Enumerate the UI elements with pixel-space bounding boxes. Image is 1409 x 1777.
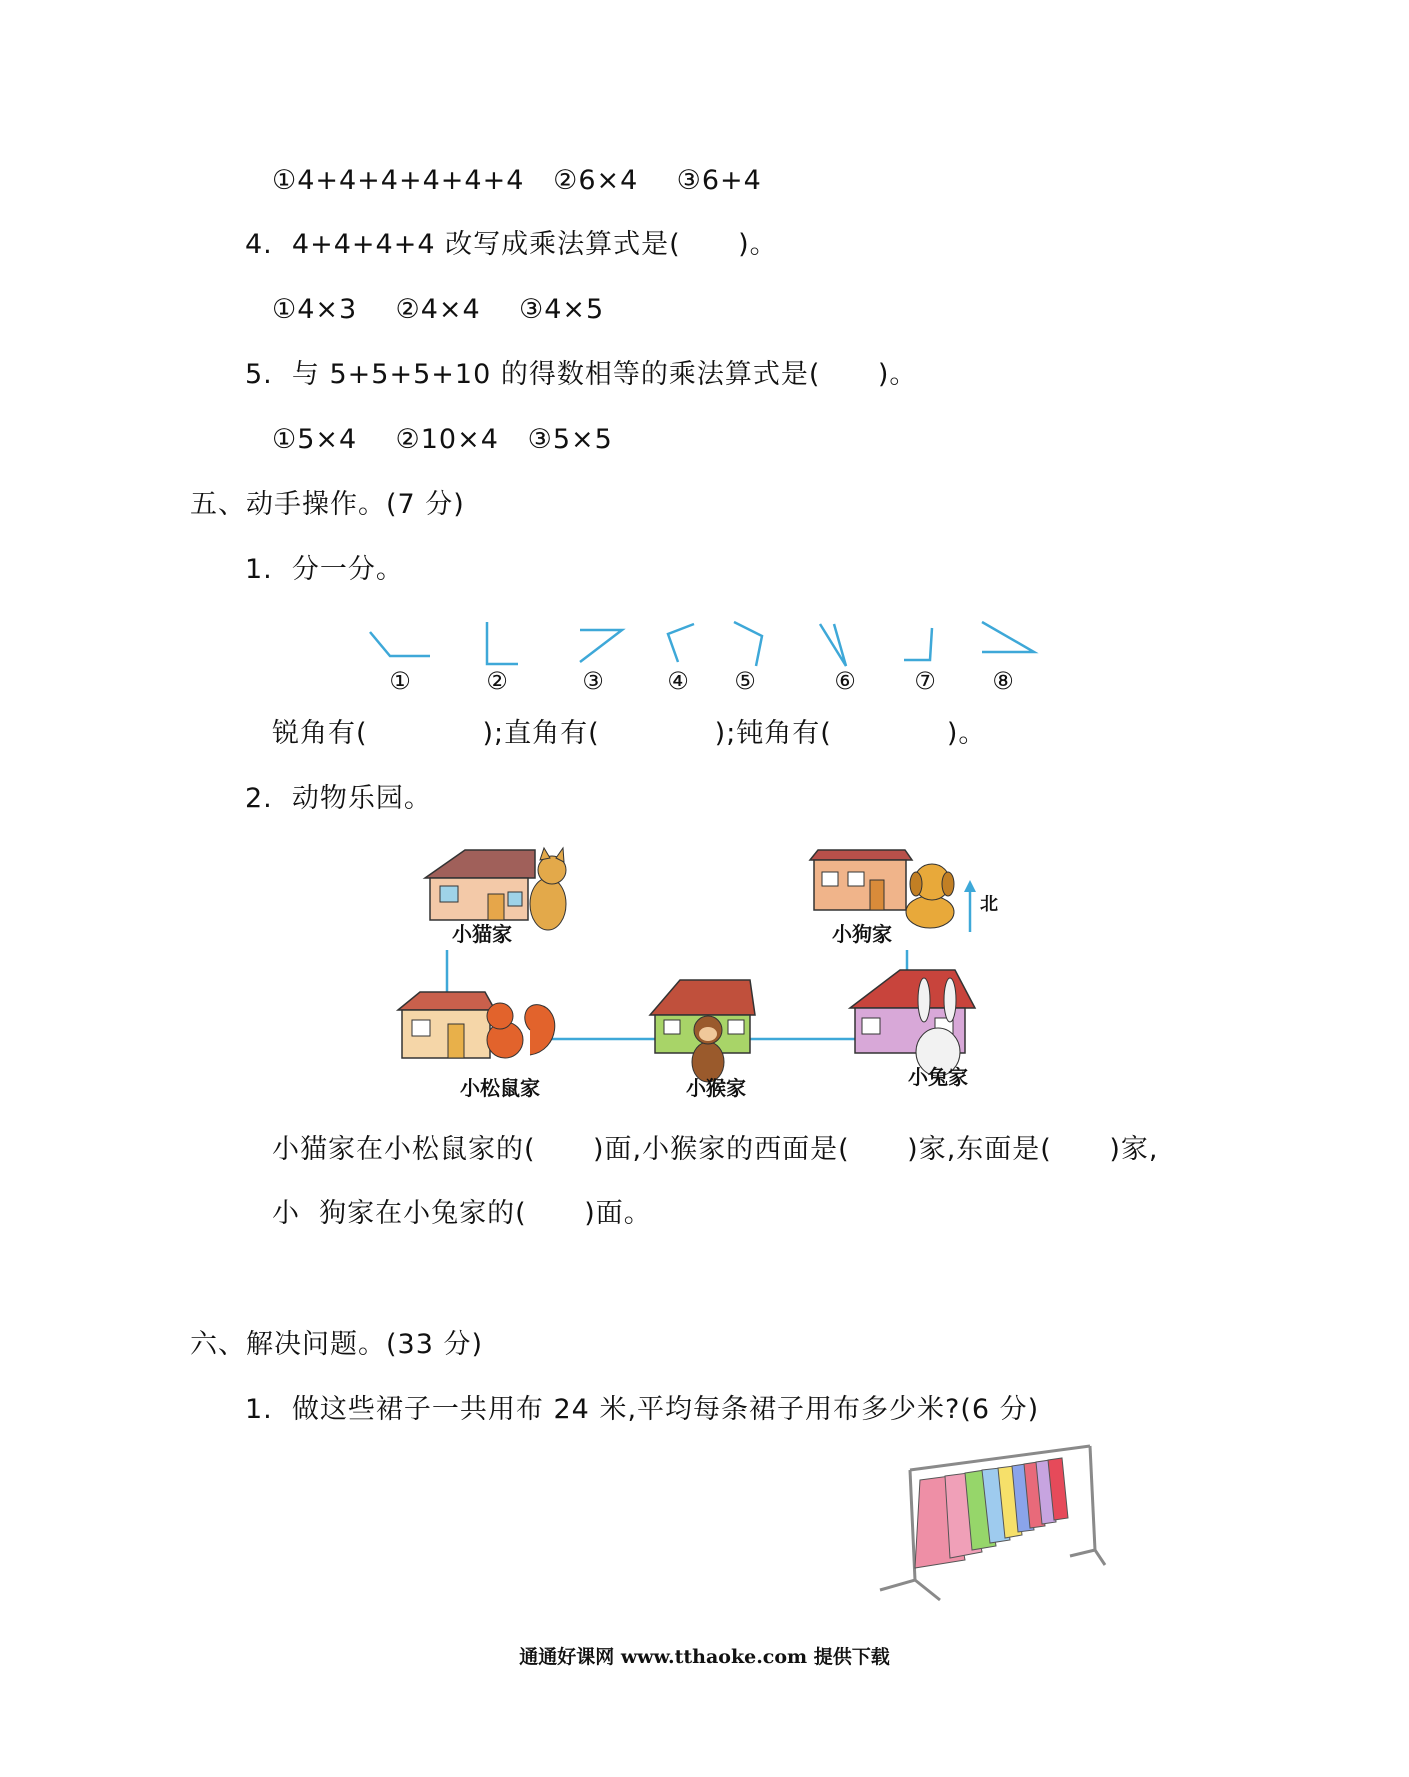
q4-stem: 4. 4+4+4+4 改写成乘法算式是( )。 <box>245 229 778 260</box>
angle-1 <box>370 632 430 656</box>
monkey-icon <box>692 1016 724 1082</box>
section5-p2-line1: 小猫家在小松鼠家的( )面,小猴家的西面是( )家,东面是( )家, <box>272 1134 1159 1165</box>
monkey-home-label: 小猴家 <box>686 1076 746 1100</box>
squirrel-icon <box>487 1003 555 1058</box>
angle-label-4: ④ <box>667 667 689 695</box>
q5-stem: 5. 与 5+5+5+10 的得数相等的乘法算式是( )。 <box>245 359 918 390</box>
angle-7 <box>904 628 932 660</box>
animal-park-map <box>0 840 1409 1110</box>
angle-label-2: ② <box>486 667 508 695</box>
angle-5 <box>734 622 762 666</box>
angles-figure <box>0 610 1409 730</box>
section5-title: 五、动手操作。(7 分) <box>190 489 465 520</box>
section5-p1-title: 1. 分一分。 <box>245 554 404 585</box>
angle-6 <box>820 624 846 666</box>
dog-icon <box>906 864 954 928</box>
section5-p2-title: 2. 动物乐园。 <box>245 783 432 814</box>
angle-2 <box>487 622 518 664</box>
rabbit-home-label: 小兔家 <box>908 1065 968 1089</box>
dress-rack-illustration <box>0 1440 1409 1610</box>
angle-label-1: ① <box>389 667 411 695</box>
angle-label-8: ⑧ <box>992 667 1014 695</box>
angle-label-7: ⑦ <box>914 667 936 695</box>
q3-options: ①4+4+4+4+4+4 ②6×4 ③6+4 <box>272 165 762 196</box>
angle-8 <box>982 622 1034 652</box>
section5-p2-line2: 小 狗家在小兔家的( )面。 <box>272 1198 652 1229</box>
angle-label-5: ⑤ <box>734 667 756 695</box>
north-arrow-icon <box>964 880 976 932</box>
angle-4 <box>668 624 694 662</box>
q5-options: ①5×4 ②10×4 ③5×5 <box>272 424 613 455</box>
cat-home-label: 小猫家 <box>452 922 512 946</box>
dog-home-label: 小狗家 <box>832 922 892 946</box>
cat-house <box>425 850 535 920</box>
angle-label-6: ⑥ <box>834 667 856 695</box>
section6-title: 六、解决问题。(33 分) <box>190 1329 484 1360</box>
dog-house <box>810 850 912 910</box>
north-label: 北 <box>980 894 998 915</box>
q4-options: ①4×3 ②4×4 ③4×5 <box>272 294 605 325</box>
section5-p1-answer: 锐角有( );直角有( );钝角有( )。 <box>272 718 987 749</box>
angle-3 <box>580 630 622 662</box>
squirrel-house <box>398 992 495 1058</box>
angle-label-3: ③ <box>582 667 604 695</box>
squirrel-home-label: 小松鼠家 <box>460 1076 540 1100</box>
section6-p1: 1. 做这些裙子一共用布 24 米,平均每条裙子用布多少米?(6 分) <box>245 1394 1040 1425</box>
footer: 通通好课网 www.tthaoke.com 提供下载 <box>519 1646 890 1668</box>
